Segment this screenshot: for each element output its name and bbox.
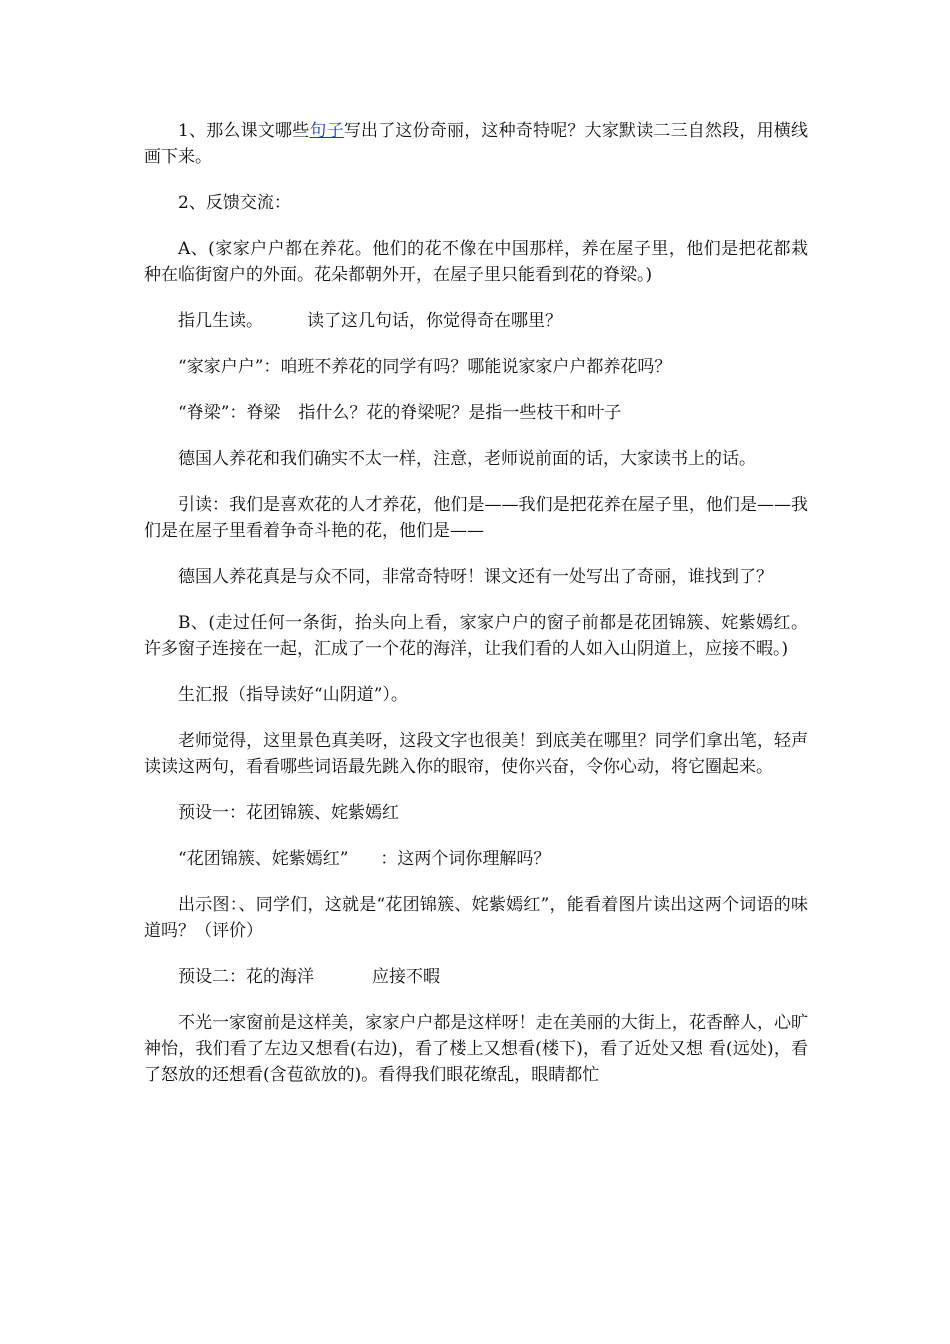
paragraph-text: “花团锦簇、姹紫嫣红”: [178, 849, 349, 869]
paragraph-2: 2、反馈交流：: [178, 193, 291, 213]
paragraph-5: “家家户户”：咱班不养花的同学有吗？哪能说家家户户都养花吗？: [178, 357, 672, 377]
paragraph-15: 出示图：、同学们，这就是“花团锦簇、姹紫嫣红”，能看着图片读出这两个词语的味道吗？（评价）: [144, 895, 808, 941]
paragraph-1: [144, 118, 808, 170]
paragraph-14: [144, 846, 808, 872]
paragraph-text: 读了这几句话，你觉得奇在哪里？: [307, 311, 562, 331]
paragraph-text: 指几生读。: [178, 311, 263, 331]
paragraph-8: 引读：我们是喜欢花的人才养花，他们是——我们是把花养在屋子里，他们是——我们是在屋子里看着争奇斗艳的花，他们是——: [144, 495, 808, 541]
paragraph-9: 德国人养花真是与众不同，非常奇特呀！课文还有一处写出了奇丽，谁找到了？: [178, 567, 773, 587]
paragraph-12: 老师觉得，这里景色真美呀，这段文字也很美！到底美在哪里？同学们拿出笔，轻声读读这两句，看看哪些词语最先跳入你的眼帘，使你兴奋，令你心动，将它圈起来。: [144, 731, 808, 777]
paragraph-13: 预设一：花团锦簇、姹紫嫣红: [178, 803, 399, 823]
sentence-link[interactable]: 句子: [309, 121, 344, 141]
paragraph-text: ：这两个词你理解吗？: [380, 849, 551, 869]
paragraph-16: [144, 964, 808, 990]
paragraph-11: 生汇报（指导读好“山阴道”）。: [178, 685, 408, 705]
paragraph-text: 预设二：花的海洋: [178, 967, 314, 987]
paragraph-text: 应接不暇: [372, 967, 440, 987]
paragraph-17: 不光一家窗前是这样美，家家户户都是这样呀！走在美丽的大街上，花香醉人，心旷神怡，我们看了左边又想看(右边)，看了楼上又想看(楼下)，看了近处又想 看(远处)，看了怒放的还想看(含苞欲放的)。看得我们眼花缭乱，眼睛都忙: [144, 1013, 808, 1085]
paragraph-3: A、(家家户户都在养花。他们的花不像在中国那样，养在屋子里，他们是把花都栽种在临街窗户的外面。花朵都朝外开，在屋子里只能看到花的脊梁。): [144, 239, 808, 285]
paragraph-7: 德国人养花和我们确实不太一样，注意，老师说前面的话，大家读书上的话。: [178, 449, 756, 469]
paragraph-text: 1、那么课文哪些: [178, 121, 310, 141]
document-page: [144, 118, 808, 1108]
paragraph-text: 写出了这份奇丽，这种奇特呢？大家默读二三自然段，用横线画下来。: [144, 121, 809, 167]
paragraph-text: 指什么？花的脊梁呢？是指一些枝干和叶子: [298, 403, 622, 423]
paragraph-text: “脊梁”：脊梁: [178, 403, 281, 423]
paragraph-10: B、(走过任何一条街，抬头向上看，家家户户的窗子前都是花团锦簇、姹紫嫣红。许多窗子连接在一起，汇成了一个花的海洋，让我们看的人如入山阴道上，应接不暇。): [144, 613, 808, 659]
paragraph-6: [144, 400, 808, 426]
paragraph-4: [144, 308, 808, 334]
